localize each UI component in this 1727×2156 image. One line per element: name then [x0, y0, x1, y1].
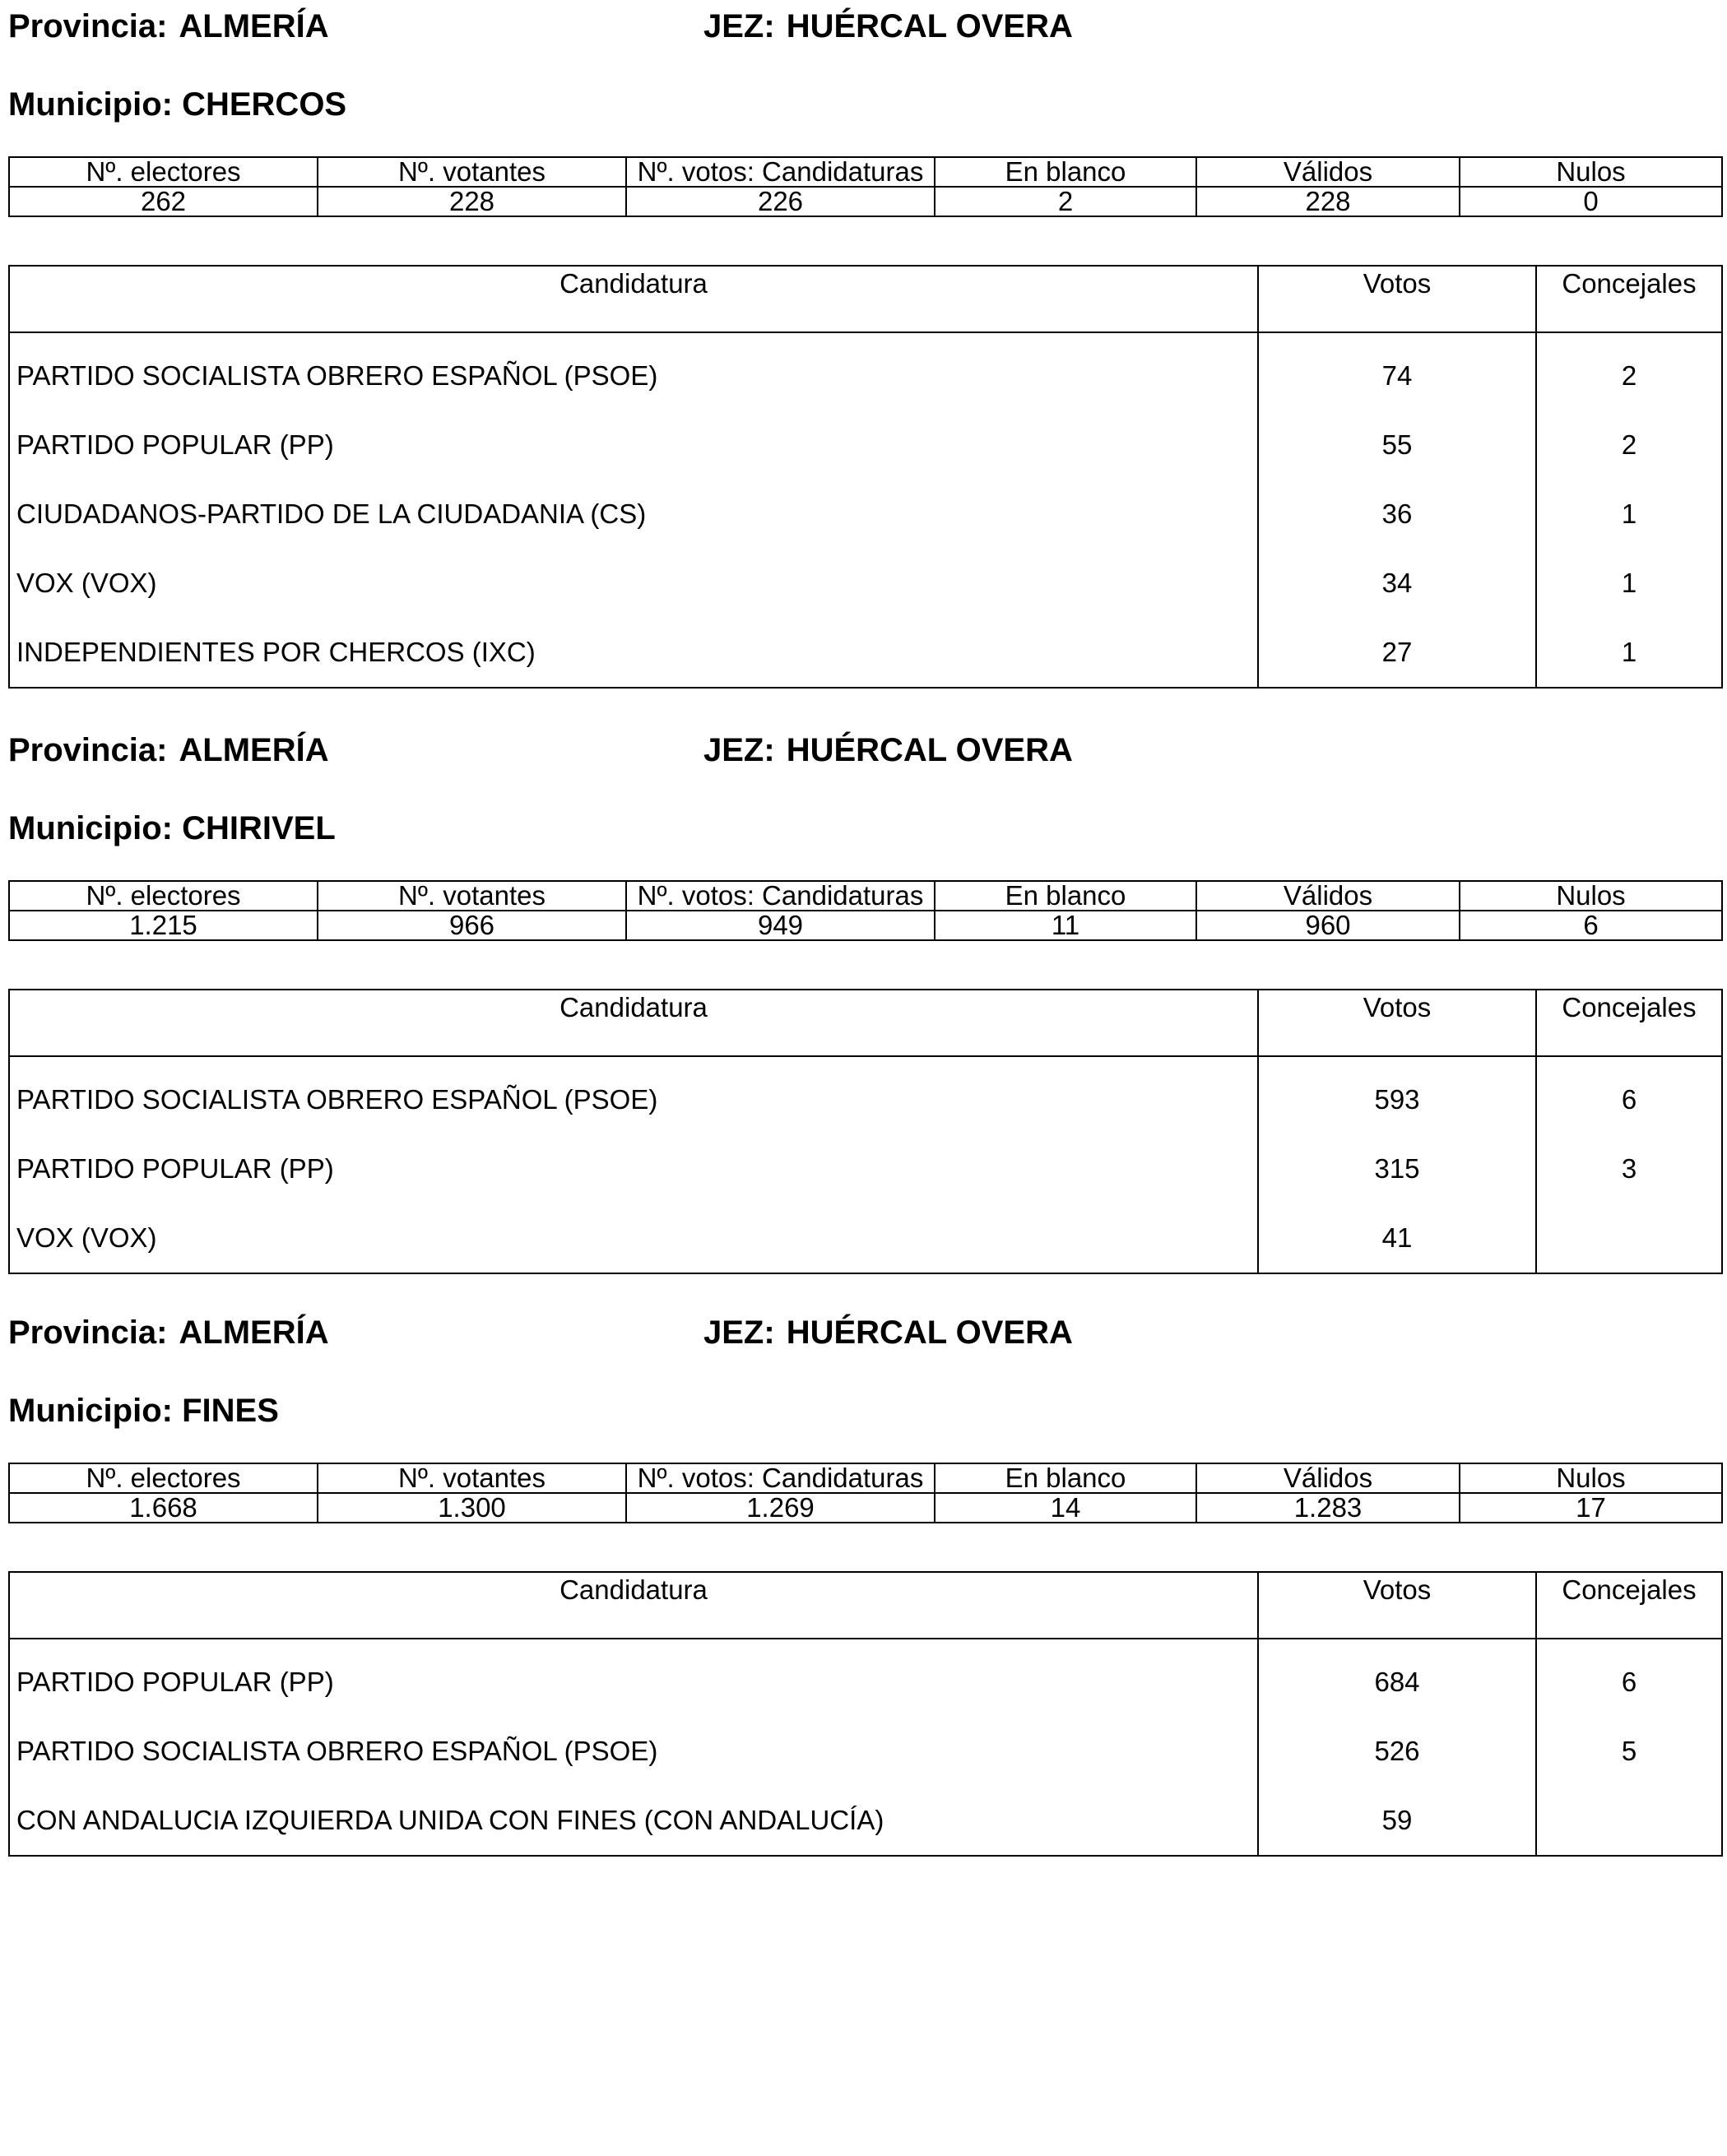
- results-table: [8, 1571, 1723, 1857]
- summary-value-nulos: 6: [1460, 911, 1722, 940]
- summary-header-votantes: Nº. votantes: [318, 157, 626, 187]
- summary-header-votantes: Nº. votantes: [318, 881, 626, 911]
- table-row: [9, 480, 1722, 549]
- summary-table: [8, 156, 1723, 217]
- provincia-heading: [8, 727, 329, 773]
- concejales-value: 6: [1536, 1639, 1722, 1717]
- concejales-value: [1536, 1786, 1722, 1856]
- summary-value-votantes: 1.300: [318, 1493, 626, 1523]
- summary-value-validos: 228: [1196, 187, 1460, 216]
- results-header-concejales: Concejales: [1536, 1572, 1722, 1639]
- votos-value: 59: [1258, 1786, 1536, 1856]
- summary-header-electores: Nº. electores: [9, 881, 318, 911]
- votos-value: 315: [1258, 1134, 1536, 1203]
- provincia-label: Provincia:: [8, 732, 168, 768]
- candidatura-name: CIUDADANOS-PARTIDO DE LA CIUDADANIA (CS): [9, 480, 1258, 549]
- jez-label: JEZ:: [703, 1314, 775, 1351]
- results-header-votos: Votos: [1258, 266, 1536, 332]
- summary-value-electores: 1.668: [9, 1493, 318, 1523]
- provincia-value: ALMERÍA: [179, 732, 329, 768]
- results-header-candidatura: Candidatura: [9, 1572, 1258, 1639]
- provincia-heading: [8, 3, 329, 49]
- summary-value-en-blanco: 14: [935, 1493, 1196, 1523]
- jez-label: JEZ:: [703, 732, 775, 768]
- summary-value-votos-candidaturas: 226: [626, 187, 935, 216]
- results-header-row: [9, 1572, 1722, 1639]
- concejales-value: 3: [1536, 1134, 1722, 1203]
- table-row: [9, 1786, 1722, 1856]
- summary-header-validos: Válidos: [1196, 1463, 1460, 1493]
- summary-value-votos-candidaturas: 949: [626, 911, 935, 940]
- votos-value: 526: [1258, 1717, 1536, 1786]
- summary-header-row: [9, 1463, 1722, 1493]
- provincia-value: ALMERÍA: [179, 8, 329, 44]
- summary-header-nulos: Nulos: [1460, 881, 1722, 911]
- provincia-heading: [8, 1310, 329, 1356]
- candidatura-name: VOX (VOX): [9, 1203, 1258, 1273]
- jez-label: JEZ:: [703, 8, 775, 44]
- summary-value-en-blanco: 11: [935, 911, 1196, 940]
- table-row: [9, 618, 1722, 688]
- provincia-label: Provincia:: [8, 8, 168, 44]
- summary-value-validos: 960: [1196, 911, 1460, 940]
- summary-values-row: [9, 911, 1722, 940]
- jez-heading: [703, 727, 1073, 773]
- jez-value: HUÉRCAL OVERA: [786, 1314, 1073, 1351]
- summary-values-row: [9, 1493, 1722, 1523]
- table-row: [9, 410, 1722, 480]
- summary-value-validos: 1.283: [1196, 1493, 1460, 1523]
- candidatura-name: PARTIDO SOCIALISTA OBRERO ESPAÑOL (PSOE): [9, 332, 1258, 410]
- summary-header-votos-candidaturas: Nº. votos: Candidaturas: [626, 157, 935, 187]
- results-header-row: [9, 990, 1722, 1056]
- results-header-votos: Votos: [1258, 990, 1536, 1056]
- concejales-value: 1: [1536, 549, 1722, 618]
- candidatura-name: PARTIDO POPULAR (PP): [9, 1639, 1258, 1717]
- results-header-concejales: Concejales: [1536, 266, 1722, 332]
- jez-heading: [703, 1310, 1073, 1356]
- summary-header-en-blanco: En blanco: [935, 881, 1196, 911]
- results-table: [8, 989, 1723, 1274]
- municipio-label: Municipio:: [8, 1393, 173, 1429]
- votos-value: 684: [1258, 1639, 1536, 1717]
- results-header-concejales: Concejales: [1536, 990, 1722, 1056]
- summary-header-en-blanco: En blanco: [935, 1463, 1196, 1493]
- summary-table: [8, 880, 1723, 941]
- municipio-heading: [8, 805, 336, 851]
- summary-header-validos: Válidos: [1196, 881, 1460, 911]
- table-row: [9, 1056, 1722, 1134]
- concejales-value: 6: [1536, 1056, 1722, 1134]
- municipio-value: CHIRIVEL: [182, 810, 336, 846]
- table-row: [9, 1203, 1722, 1273]
- results-table: [8, 265, 1723, 689]
- jez-heading: [703, 3, 1073, 49]
- votos-value: 36: [1258, 480, 1536, 549]
- candidatura-name: CON ANDALUCIA IZQUIERDA UNIDA CON FINES (CON ANDALUCÍA): [9, 1786, 1258, 1856]
- summary-header-en-blanco: En blanco: [935, 157, 1196, 187]
- concejales-value: 1: [1536, 480, 1722, 549]
- candidatura-name: INDEPENDIENTES POR CHERCOS (IXC): [9, 618, 1258, 688]
- summary-value-en-blanco: 2: [935, 187, 1196, 216]
- municipio-heading: [8, 1388, 279, 1434]
- summary-value-nulos: 17: [1460, 1493, 1722, 1523]
- summary-values-row: [9, 187, 1722, 216]
- results-header-candidatura: Candidatura: [9, 266, 1258, 332]
- summary-header-nulos: Nulos: [1460, 1463, 1722, 1493]
- candidatura-name: PARTIDO SOCIALISTA OBRERO ESPAÑOL (PSOE): [9, 1717, 1258, 1786]
- summary-header-electores: Nº. electores: [9, 1463, 318, 1493]
- concejales-value: 1: [1536, 618, 1722, 688]
- candidatura-name: PARTIDO SOCIALISTA OBRERO ESPAÑOL (PSOE): [9, 1056, 1258, 1134]
- summary-value-votos-candidaturas: 1.269: [626, 1493, 935, 1523]
- provincia-value: ALMERÍA: [179, 1314, 329, 1351]
- votos-value: 27: [1258, 618, 1536, 688]
- votos-value: 34: [1258, 549, 1536, 618]
- votos-value: 41: [1258, 1203, 1536, 1273]
- votos-value: 593: [1258, 1056, 1536, 1134]
- summary-value-votantes: 228: [318, 187, 626, 216]
- summary-header-row: [9, 881, 1722, 911]
- municipio-heading: [8, 81, 346, 128]
- results-header-votos: Votos: [1258, 1572, 1536, 1639]
- summary-header-votos-candidaturas: Nº. votos: Candidaturas: [626, 1463, 935, 1493]
- candidatura-name: VOX (VOX): [9, 549, 1258, 618]
- concejales-value: [1536, 1203, 1722, 1273]
- results-header-row: [9, 266, 1722, 332]
- municipio-value: FINES: [182, 1393, 279, 1429]
- summary-header-votantes: Nº. votantes: [318, 1463, 626, 1493]
- table-row: [9, 1639, 1722, 1717]
- summary-header-electores: Nº. electores: [9, 157, 318, 187]
- concejales-value: 2: [1536, 332, 1722, 410]
- candidatura-name: PARTIDO POPULAR (PP): [9, 410, 1258, 480]
- municipio-value: CHERCOS: [182, 86, 347, 123]
- candidatura-name: PARTIDO POPULAR (PP): [9, 1134, 1258, 1203]
- municipio-label: Municipio:: [8, 810, 173, 846]
- results-header-candidatura: Candidatura: [9, 990, 1258, 1056]
- table-row: [9, 1717, 1722, 1786]
- table-row: [9, 549, 1722, 618]
- concejales-value: 2: [1536, 410, 1722, 480]
- votos-value: 74: [1258, 332, 1536, 410]
- jez-value: HUÉRCAL OVERA: [786, 732, 1073, 768]
- summary-value-votantes: 966: [318, 911, 626, 940]
- summary-value-electores: 262: [9, 187, 318, 216]
- summary-table: [8, 1463, 1723, 1523]
- votos-value: 55: [1258, 410, 1536, 480]
- concejales-value: 5: [1536, 1717, 1722, 1786]
- summary-header-votos-candidaturas: Nº. votos: Candidaturas: [626, 881, 935, 911]
- summary-header-nulos: Nulos: [1460, 157, 1722, 187]
- table-row: [9, 332, 1722, 410]
- summary-header-validos: Válidos: [1196, 157, 1460, 187]
- summary-value-electores: 1.215: [9, 911, 318, 940]
- summary-header-row: [9, 157, 1722, 187]
- municipio-label: Municipio:: [8, 86, 173, 123]
- summary-value-nulos: 0: [1460, 187, 1722, 216]
- table-row: [9, 1134, 1722, 1203]
- provincia-label: Provincia:: [8, 1314, 168, 1351]
- jez-value: HUÉRCAL OVERA: [786, 8, 1073, 44]
